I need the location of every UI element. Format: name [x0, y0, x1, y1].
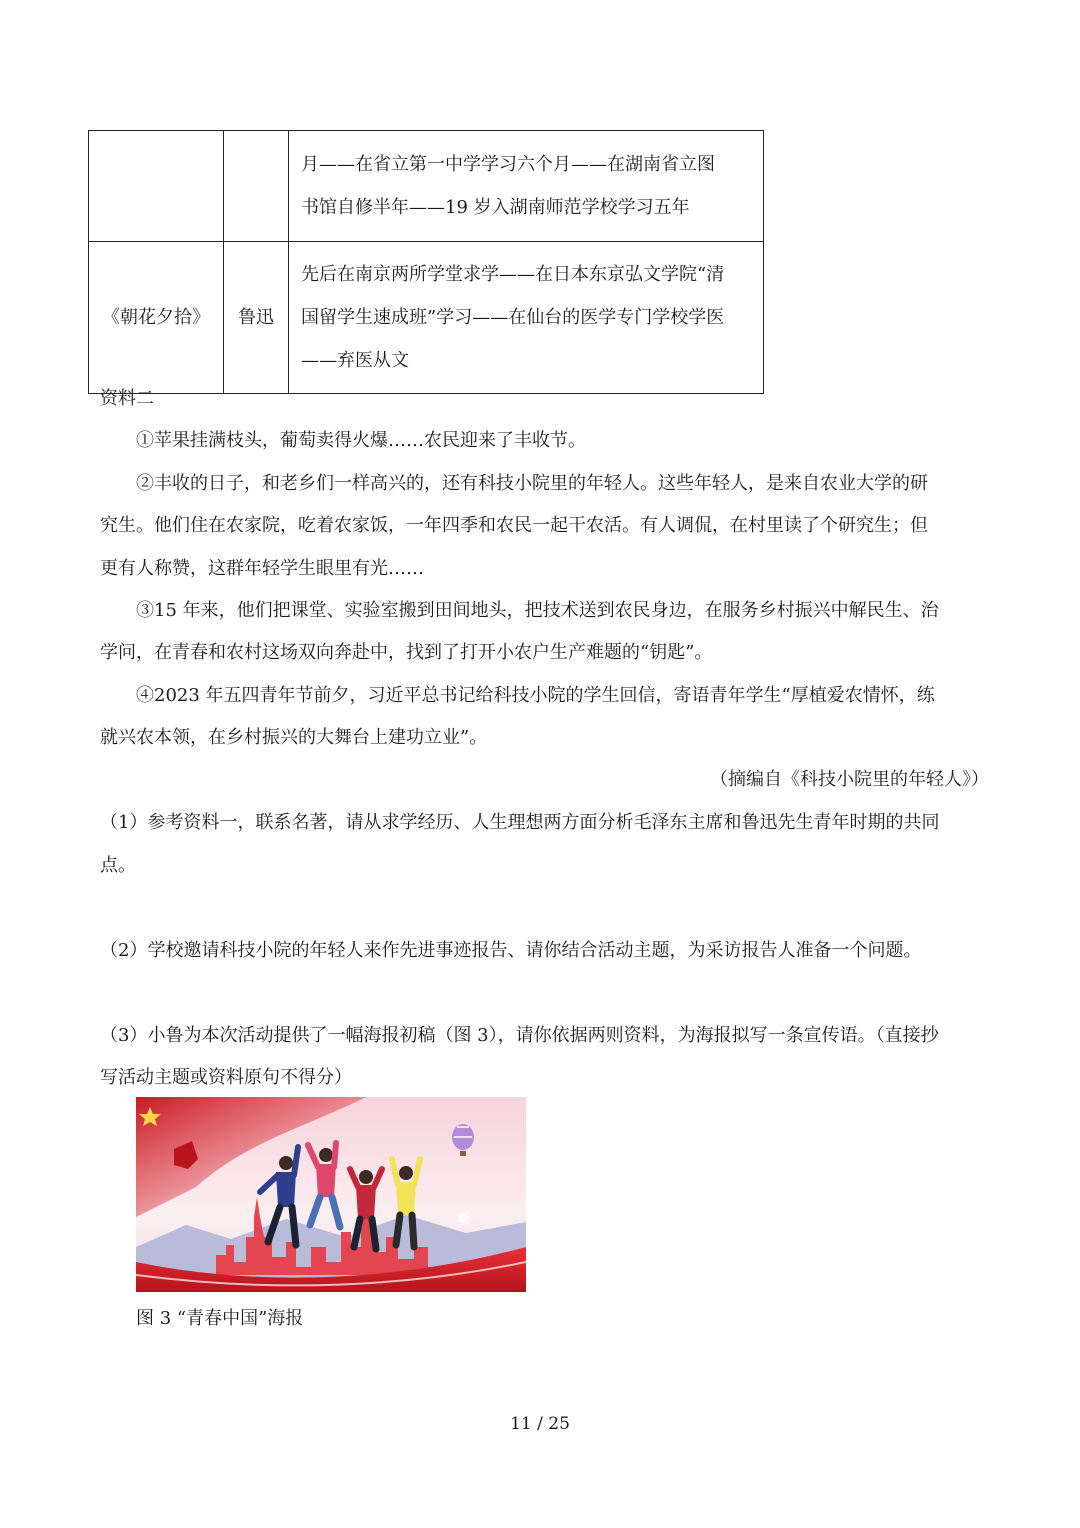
- table-cell-experience: [289, 131, 764, 242]
- material2-paragraph-1: ①苹果挂满枝头，葡萄卖得火爆……农民迎来了丰收节。: [136, 430, 586, 451]
- question-3-line: 写活动主题或资料原句不得分）: [100, 1067, 352, 1088]
- experience-line: 先后在南京两所学堂求学——在日本东京弘文学院“清: [301, 264, 725, 285]
- page-number: 11 / 25: [510, 1414, 570, 1434]
- table-cell-work: 《朝花夕拾》: [89, 242, 224, 394]
- table-cell-author: [224, 131, 289, 242]
- poster-illustration: [136, 1097, 526, 1292]
- experience-line: 书馆自修半年——19 岁入湖南师范学校学习五年: [301, 197, 690, 218]
- table-cell-work: [89, 131, 224, 242]
- experience-line: ——弃医从文: [301, 350, 409, 371]
- material2-paragraph-4-line: ④2023 年五四青年节前夕，习近平总书记给科技小院的学生回信，寄语青年学生“厚植爱农情怀，练: [136, 685, 935, 706]
- experience-line: 月——在省立第一中学学习六个月——在湖南省立图: [301, 154, 715, 175]
- materials-table: [88, 130, 764, 394]
- material2-paragraph-2-line: 究生。他们住在农家院，吃着农家饭，一年四季和农民一起干农活。有人调侃，在村里读了个研究生；但: [100, 515, 928, 536]
- material2-paragraph-3-line: 学问，在青春和农村这场双向奔赴中，找到了打开小农户生产难题的“钥匙”。: [100, 642, 713, 663]
- question-1-line: 点。: [100, 855, 136, 876]
- material2-paragraph-3-line: ③15 年来，他们把课堂、实验室搬到田间地头，把技术送到农民身边，在服务乡村振兴中解民生、治: [136, 600, 939, 621]
- material2-heading: 资料二: [100, 388, 154, 409]
- table-cell-experience: [289, 242, 764, 394]
- figure-caption: 图 3 “青春中国”海报: [136, 1308, 304, 1329]
- material2-paragraph-2-line: ②丰收的日子，和老乡们一样高兴的，还有科技小院里的年轻人。这些年轻人，是来自农业大学的研: [136, 473, 928, 494]
- question-2: （2）学校邀请科技小院的年轻人来作先进事迹报告、请你结合活动主题，为采访报告人准备一个问题。: [100, 940, 922, 961]
- question-1-line: （1）参考资料一，联系名著，请从求学经历、人生理想两方面分析毛泽东主席和鲁迅先生青年时期的共同: [100, 812, 940, 833]
- table-cell-author: 鲁迅: [224, 242, 289, 394]
- material2-paragraph-4-line: 就兴农本领，在乡村振兴的大舞台上建功立业”。: [100, 727, 488, 748]
- material2-paragraph-2-line: 更有人称赞，这群年轻学生眼里有光……: [100, 558, 424, 579]
- question-3-line: （3）小鲁为本次活动提供了一幅海报初稿（图 3），请你依据两则资料，为海报拟写一条宣传语。（直接抄: [100, 1025, 939, 1046]
- table-row: [89, 131, 764, 242]
- experience-line: 国留学生速成班”学习——在仙台的医学专门学校学医: [301, 307, 725, 328]
- youth-china-poster: [136, 1097, 526, 1292]
- material2-source: （摘编自《科技小院里的年轻人》）: [710, 769, 989, 790]
- table-row: [89, 242, 764, 394]
